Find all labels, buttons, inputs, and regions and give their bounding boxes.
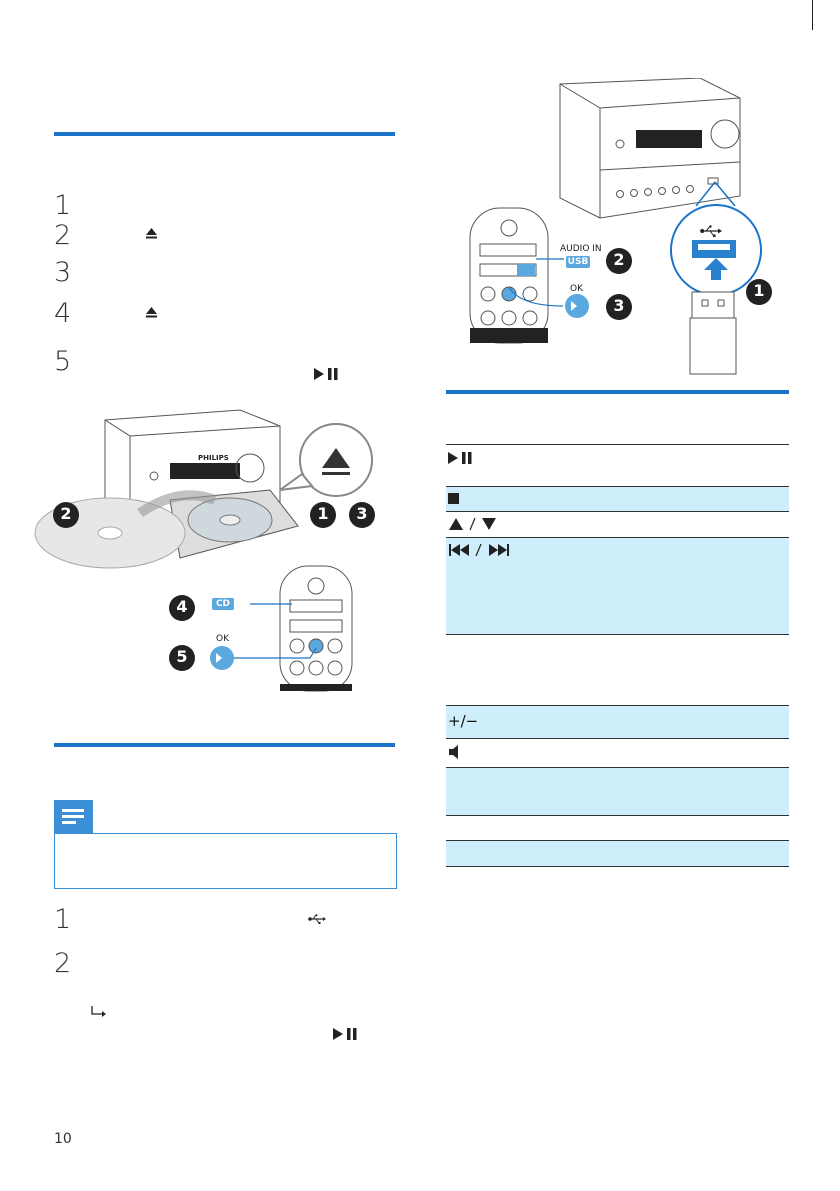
step-number: 5 — [54, 346, 72, 377]
ok-button-label: OK — [216, 634, 229, 644]
play-pause-icon — [333, 1028, 359, 1044]
table-row — [446, 815, 789, 841]
table-row — [446, 511, 789, 538]
stop-icon — [448, 491, 460, 509]
eject-icon — [146, 228, 157, 243]
eject-icon — [146, 307, 157, 322]
note-box — [54, 833, 397, 889]
callout-2-label: 2 — [60, 504, 72, 523]
table-row — [446, 738, 789, 768]
table-row — [446, 444, 789, 487]
callout-3-label: 3 — [613, 296, 625, 315]
table-row — [446, 537, 789, 635]
callout-4-label: 4 — [176, 597, 188, 616]
prev-next-icon — [448, 542, 518, 561]
section-rule-right — [446, 390, 789, 394]
usb-button-label: USB — [567, 257, 589, 267]
table-row — [446, 486, 789, 512]
step-number: 4 — [54, 298, 72, 329]
step-number: 2 — [54, 220, 72, 251]
note-tab — [54, 800, 93, 834]
callout-1-label: 1 — [317, 504, 329, 523]
page-number: 10 — [54, 1131, 72, 1147]
usb-connection-illustration — [460, 78, 780, 378]
ok-button-label: OK — [570, 284, 583, 294]
volume-label: +/− — [448, 712, 479, 730]
section-rule-mid-left — [54, 743, 395, 747]
note-icon — [54, 800, 93, 834]
callout-3-label: 3 — [356, 504, 368, 523]
step-number: 2 — [54, 948, 72, 979]
callout-2-label: 2 — [613, 250, 625, 269]
result-arrow-icon — [90, 1006, 106, 1022]
cd-loading-illustration — [30, 408, 390, 696]
cd-button-label: CD — [212, 598, 234, 610]
philips-logo: PHILIPS — [198, 454, 229, 462]
play-pause-icon — [314, 368, 340, 384]
table-row — [446, 705, 789, 739]
audio-in-label: AUDIO IN — [560, 244, 602, 254]
step-number: 3 — [54, 257, 72, 288]
usb-icon — [308, 913, 326, 928]
up-down-icon — [448, 516, 504, 535]
step-number: 1 — [54, 190, 72, 221]
table-row — [446, 767, 789, 816]
table-row — [446, 840, 789, 867]
table-row — [446, 634, 789, 706]
callout-1-label: 1 — [753, 281, 765, 300]
play-pause-icon — [448, 449, 474, 468]
callout-5-label: 5 — [176, 647, 188, 666]
step-number: 1 — [54, 904, 72, 935]
usb-symbol-icon — [700, 222, 722, 241]
page-edge-marker — [812, 0, 813, 30]
section-rule-top-left — [54, 132, 395, 136]
mute-icon — [448, 743, 464, 763]
